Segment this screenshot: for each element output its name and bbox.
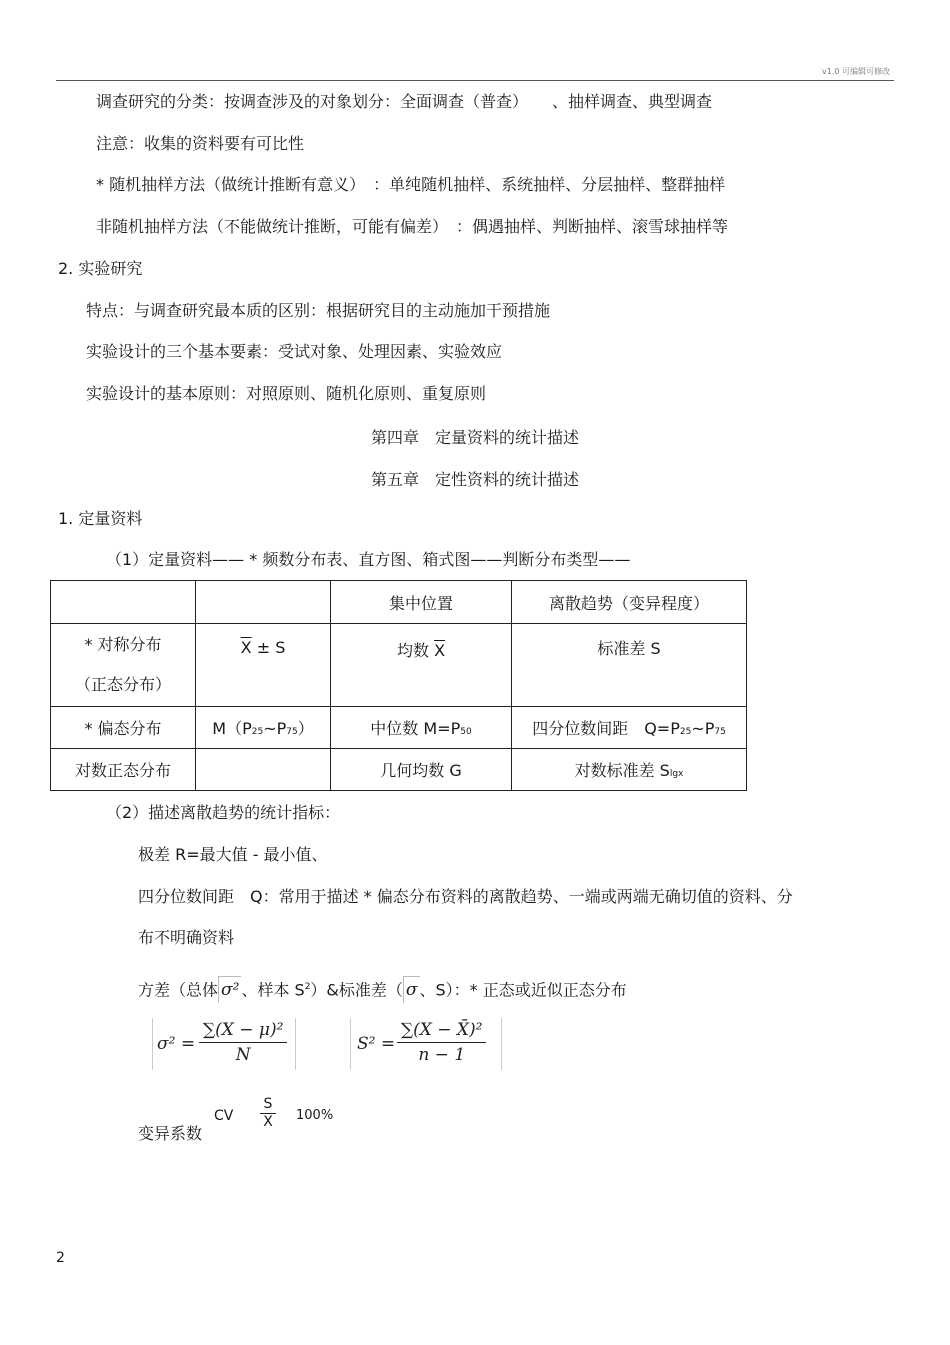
standard-deviation-cell: 标准差 S (512, 624, 747, 707)
x-bar-symbol: $\overline{X}$ (434, 641, 446, 660)
normal-label: （正态分布） (74, 675, 171, 694)
random-sampling-line: * 随机抽样方法（做统计推断有意义） ：单纯随机抽样、系统抽样、分层抽样、整群抽样 (96, 175, 726, 194)
log-sd-text: 对数标准差 S (574, 761, 670, 780)
iqr-line-continued: 布不明确资料 (138, 928, 235, 947)
sigma-symbol: σ (403, 976, 420, 1003)
page-number: 2 (56, 1250, 65, 1266)
table-cell (512, 749, 747, 791)
table-cell (331, 707, 512, 749)
cv-percent: 100% (296, 1108, 334, 1123)
formula-numerator: ∑(X − X̄)² (397, 1020, 486, 1043)
formula-fraction (397, 1020, 486, 1065)
subscript: lgx (669, 769, 684, 779)
table-cell (196, 749, 331, 791)
formula-denominator: n − 1 (418, 1045, 466, 1065)
table-row (51, 749, 747, 791)
table-cell (51, 624, 196, 707)
subscript: 50 (460, 727, 472, 737)
cv-fraction (260, 1096, 276, 1131)
mean-label: 均数 (396, 641, 435, 660)
cv-symbol: CV (214, 1108, 234, 1124)
table-cell (196, 581, 331, 624)
x-bar-symbol: $\overline{X}$ (240, 638, 252, 657)
iqr-text: ~P (691, 719, 715, 738)
table-cell (196, 707, 331, 749)
subscript: 25 (251, 727, 264, 737)
experiment-principles-line: 实验设计的基本原则：对照原则、随机化原则、重复原则 (86, 384, 487, 403)
version-note: v1.0 可编辑可修改 (822, 67, 890, 76)
range-line: 极差 R=最大值 - 最小值、 (138, 845, 328, 864)
lognormal-label: 对数正态分布 (51, 749, 196, 791)
iqr-text: 四分位数间距 Q=P (532, 719, 680, 738)
symmetric-label: * 对称分布 (84, 635, 162, 654)
sample-variance-formula (350, 1018, 502, 1070)
chapter-five-title: 第五章 定性资料的统计描述 (370, 470, 579, 489)
median-range-text: ~P (263, 719, 287, 738)
median-range-text: M（P (212, 719, 252, 738)
cv-denominator: X (263, 1114, 273, 1130)
table-header-dispersion: 离散趋势（变异程度） (512, 581, 747, 624)
quantitative-intro-line: （1）定量资料—— * 频数分布表、直方图、箱式图——判断分布类型—— (106, 550, 631, 569)
header-rule (56, 80, 894, 81)
section-experiment-heading: 2. 实验研究 (58, 259, 143, 278)
formula-lhs: σ² = (157, 1034, 196, 1054)
population-variance-formula (152, 1018, 296, 1070)
comparability-note: 注意：收集的资料要有可比性 (96, 134, 305, 153)
distribution-table (50, 580, 747, 791)
subscript: 25 (679, 727, 692, 737)
table-cell (51, 581, 196, 624)
table-cell (331, 624, 512, 707)
section-quantitative-heading: 1. 定量资料 (58, 509, 143, 528)
formula-fraction (199, 1020, 287, 1065)
cv-label: 变异系数 (138, 1124, 203, 1143)
chapter-four-title: 第四章 定量资料的统计描述 (370, 428, 579, 447)
superscript: 2 (304, 982, 311, 992)
median-text: 中位数 M=P (370, 719, 461, 738)
variance-text: 、样本 S (241, 980, 305, 1000)
dispersion-indicators-heading: （2）描述离散趋势的统计指标： (106, 803, 341, 822)
sigma-squared-symbol: σ² (218, 976, 241, 1003)
experiment-feature-line: 特点：与调查研究最本质的区别：根据研究目的主动施加干预措施 (86, 301, 551, 320)
subscript: 75 (714, 727, 726, 737)
iqr-line: 四分位数间距 Q：常用于描述 * 偏态分布资料的离散趋势、一端或两端无确切值的资料、分 (138, 887, 793, 906)
skewed-label: * 偏态分布 (51, 707, 196, 749)
table-cell (512, 707, 747, 749)
variance-text: 、S）：* 正态或近似正态分布 (419, 980, 627, 1000)
nonrandom-sampling-line: 非随机抽样方法（不能做统计推断，可能有偏差） ：偶遇抽样、判断抽样、滚雪球抽样等 (96, 217, 729, 236)
variance-line (138, 974, 627, 1003)
table-row (51, 707, 747, 749)
plus-minus-s: ± S (251, 638, 286, 657)
formula-lhs: S² = (357, 1034, 396, 1054)
cv-numerator: S (260, 1096, 276, 1114)
subscript: 75 (286, 727, 298, 737)
variance-text: 方差（总体 (138, 980, 219, 1000)
geometric-mean-cell: 几何均数 G (331, 749, 512, 791)
table-cell (196, 624, 331, 707)
formula-denominator: N (235, 1045, 251, 1065)
variance-text: ）&标准差（ (310, 980, 403, 1000)
formula-numerator: ∑(X − μ)² (199, 1020, 287, 1043)
table-header-row (51, 581, 747, 624)
median-range-text: ） (297, 719, 314, 738)
table-row (51, 624, 747, 707)
table-header-center: 集中位置 (331, 581, 512, 624)
experiment-elements-line: 实验设计的三个基本要素：受试对象、处理因素、实验效应 (86, 342, 503, 361)
survey-classification-line: 调查研究的分类：按调查涉及的对象划分：全面调查（普查） 、抽样调查、典型调查 (96, 92, 713, 111)
